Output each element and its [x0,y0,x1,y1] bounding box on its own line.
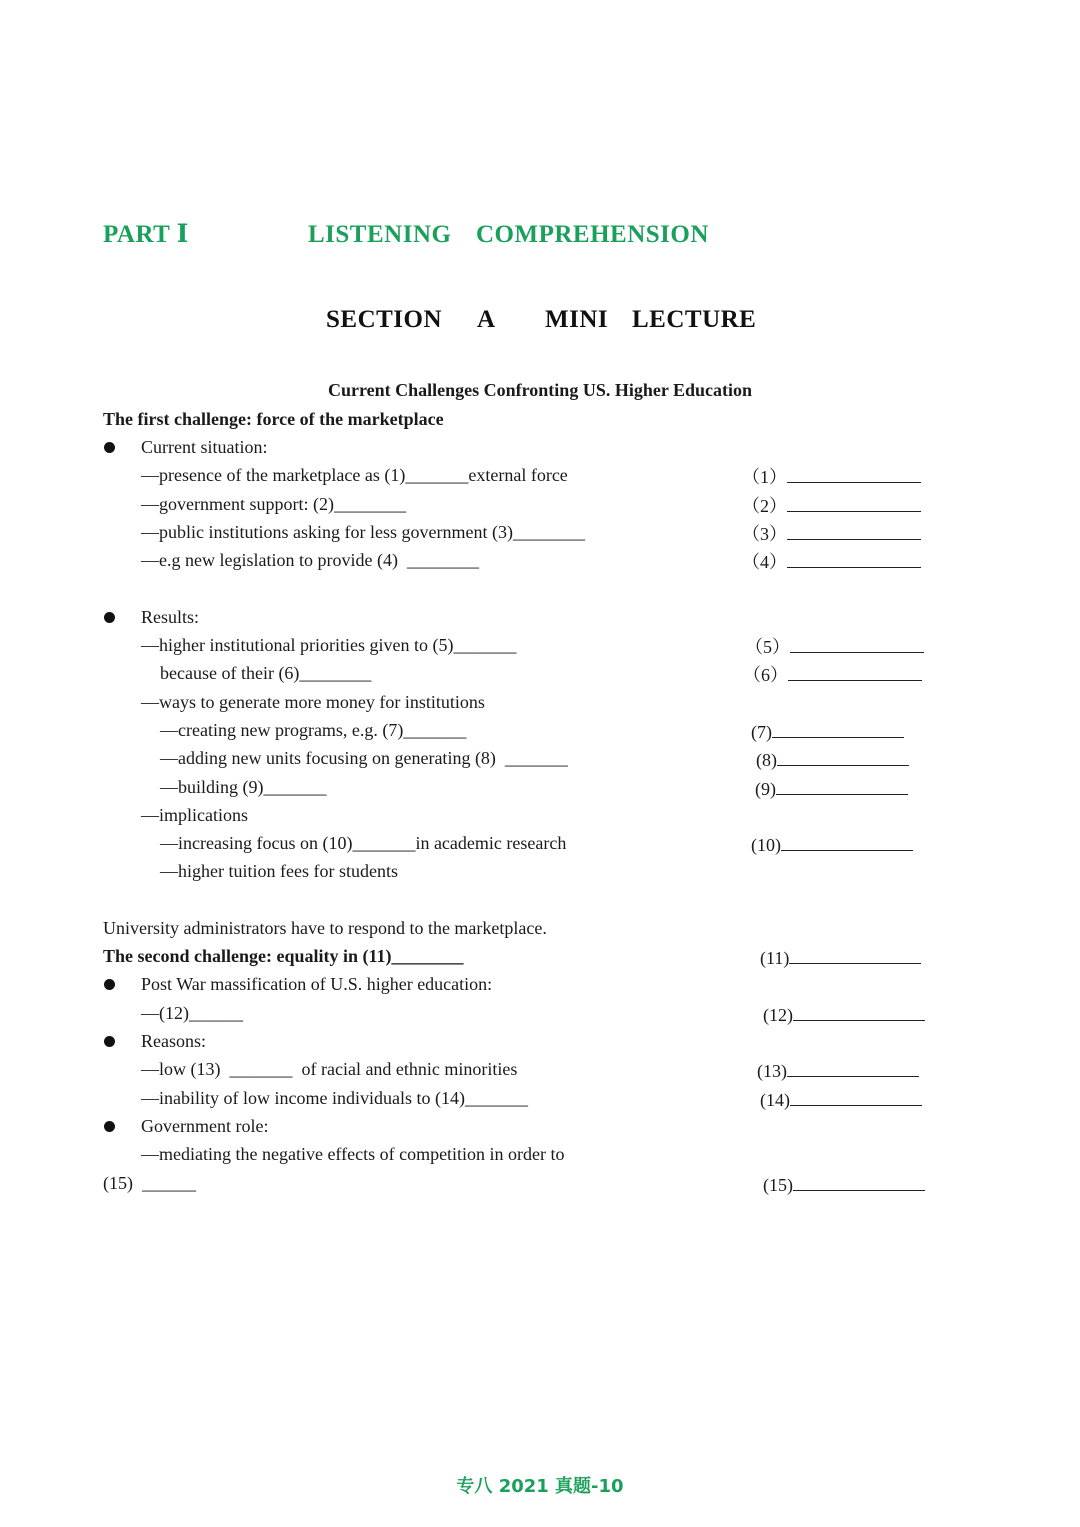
note-line: —government support: (2)________ [141,494,406,514]
answer-blank[interactable] [787,495,921,512]
note-line: —higher tuition fees for students [160,861,398,881]
note-line: —presence of the marketplace as (1)_______external force [141,465,568,485]
answer-number: (8) [756,750,777,770]
answer-number: (15) [763,1175,793,1195]
answer-blank[interactable] [790,1089,922,1106]
answer-number: （4） [742,552,787,572]
answer-15[interactable] [763,1174,925,1194]
answer-3[interactable] [742,523,921,543]
note-line: —e.g new legislation to provide (4) ________ [141,550,479,570]
note-line: University administrators have to respond to the marketplace. [103,918,547,938]
note-line: —mediating the negative effects of competition in order to [141,1144,565,1164]
answer-blank[interactable] [788,664,922,681]
answer-blank[interactable] [777,749,909,766]
page-footer: 专八 2021 真题-10 [456,1476,624,1497]
part-label: PART Ⅰ [103,221,189,248]
answer-blank[interactable] [793,1174,925,1191]
answer-number: （5） [745,637,790,657]
answer-blank[interactable] [787,1060,919,1077]
section-mini: MINI [545,306,609,333]
note-line: —ways to generate more money for institutions [141,692,485,712]
note-line: because of their (6)________ [160,663,372,683]
first-challenge-heading: The first challenge: force of the marketplace [103,409,444,429]
note-line: —low (13) _______ of racial and ethnic minorities [141,1059,518,1079]
answer-blank[interactable] [781,834,913,851]
answer-blank[interactable] [787,466,921,483]
answer-number: （3） [742,524,787,544]
note-line: —inability of low income individuals to (14)_______ [141,1088,528,1108]
answer-blank[interactable] [793,1004,925,1021]
answer-7[interactable] [751,721,904,741]
note-line: Current situation: [141,437,268,457]
answer-9[interactable] [755,778,908,798]
answer-number: （2） [742,496,787,516]
answer-number: (10) [751,835,781,855]
answer-blank[interactable] [787,523,921,540]
answer-number: (14) [760,1090,790,1110]
lecture-title: Current Challenges Confronting US. Higher Education [327,380,753,400]
answer-12[interactable] [763,1004,925,1024]
answer-number: (12) [763,1005,793,1025]
answer-blank[interactable] [789,947,921,964]
answer-blank[interactable] [790,636,924,653]
answer-number: (13) [757,1061,787,1081]
note-line: —public institutions asking for less government (3)________ [141,522,585,542]
answer-4[interactable] [742,551,921,571]
answer-14[interactable] [760,1089,922,1109]
note-line: —higher institutional priorities given to (5)_______ [141,635,517,655]
section-lecture: LECTURE [632,306,757,333]
note-line: (15) ______ [103,1173,196,1193]
answer-number: （6） [743,665,788,685]
note-line: —(12)______ [141,1003,243,1023]
bullet-icon [104,1121,115,1132]
part-title-comprehension: COMPREHENSION [476,221,709,248]
answer-blank[interactable] [772,721,904,738]
answer-number: (7) [751,722,772,742]
part-title-listening: LISTENING [308,221,452,248]
note-line: —adding new units focusing on generating (8) _______ [160,748,568,768]
answer-1[interactable] [742,466,921,486]
section-letter: A [477,306,496,333]
answer-blank[interactable] [776,778,908,795]
bullet-icon [104,1036,115,1047]
answer-number: (11) [760,948,790,968]
answer-8[interactable] [756,749,909,769]
answer-5[interactable] [745,636,924,656]
answer-2[interactable] [742,495,921,515]
note-line: Post War massification of U.S. higher education: [141,974,493,994]
note-line: —implications [141,805,248,825]
second-challenge-heading: The second challenge: equality in (11)________ [103,946,464,966]
note-line: Government role: [141,1116,269,1136]
answer-13[interactable] [757,1060,919,1080]
section-word: SECTION [326,306,443,333]
answer-blank[interactable] [787,551,921,568]
bullet-icon [104,442,115,453]
note-line: —building (9)_______ [160,777,327,797]
note-line: Reasons: [141,1031,206,1051]
note-line: —increasing focus on (10)_______in academic research [160,833,567,853]
bullet-icon [104,979,115,990]
note-line: Results: [141,607,200,627]
answer-number: （1） [742,467,787,487]
answer-6[interactable] [743,664,922,684]
answer-11[interactable] [760,947,921,967]
answer-number: (9) [755,779,776,799]
note-line: —creating new programs, e.g. (7)_______ [160,720,467,740]
answer-10[interactable] [751,834,913,854]
bullet-icon [104,612,115,623]
